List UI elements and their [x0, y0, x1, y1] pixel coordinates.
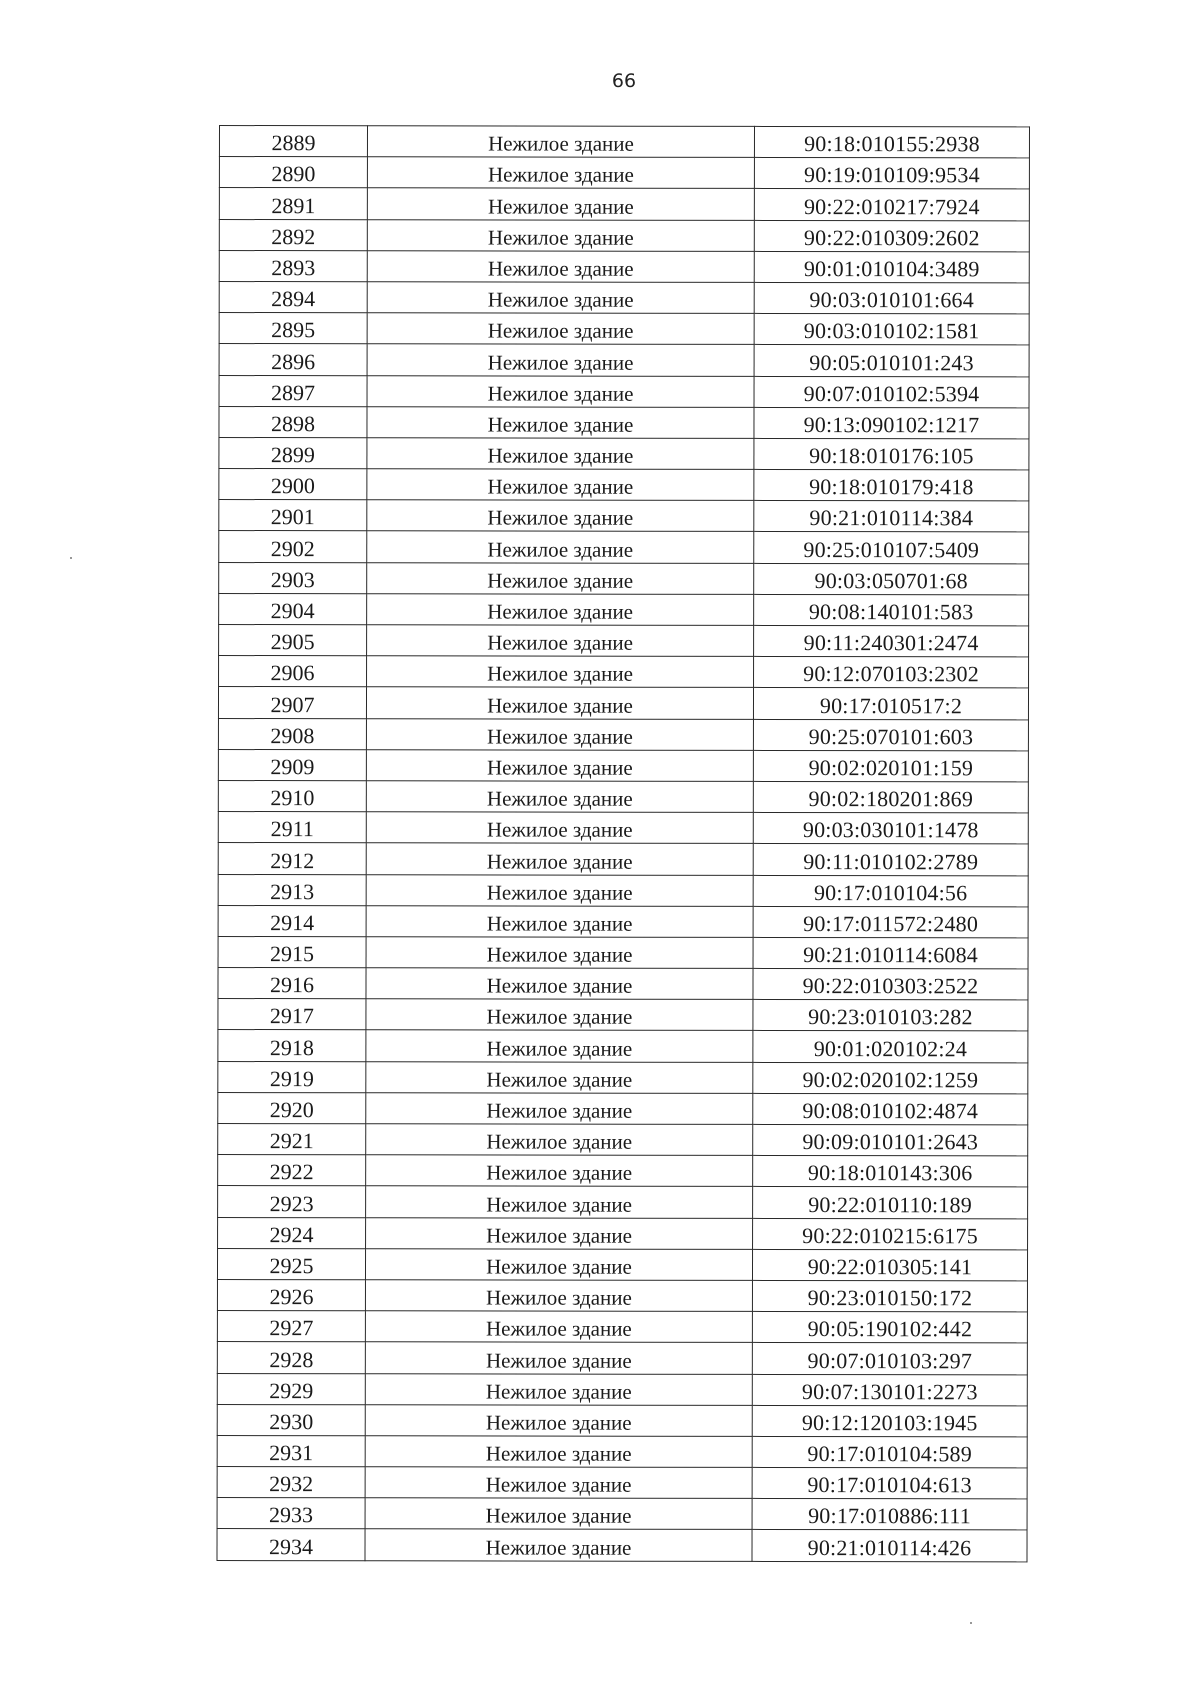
- table-row: [217, 1529, 1027, 1562]
- row-number-cell: 2897: [219, 375, 367, 406]
- row-number-cell: 2923: [218, 1186, 366, 1217]
- object-name-cell: Нежилое здание: [366, 843, 753, 875]
- row-number-cell: 2894: [219, 281, 367, 312]
- table-row: [219, 406, 1029, 439]
- cadastral-number-cell: 90:12:120103:1945: [752, 1405, 1027, 1437]
- row-number-cell: 2930: [217, 1404, 365, 1435]
- row-number-cell: 2902: [219, 531, 367, 562]
- cadastral-number-cell: 90:01:020102:24: [753, 1031, 1028, 1063]
- object-name-cell: Нежилое здание: [366, 1061, 753, 1093]
- table-row: [218, 1061, 1028, 1094]
- table-row: [219, 188, 1029, 221]
- cadastral-number-cell: 90:22:010215:6175: [753, 1218, 1028, 1250]
- row-number-cell: 2909: [218, 749, 366, 780]
- row-number-cell: 2908: [218, 718, 366, 749]
- table-row: [219, 593, 1029, 626]
- object-name-cell: Нежилое здание: [366, 718, 753, 750]
- table-row: [219, 313, 1029, 346]
- table-row: [217, 1311, 1027, 1344]
- object-name-cell: Нежилое здание: [366, 1093, 753, 1125]
- row-number-cell: 2914: [218, 905, 366, 936]
- object-name-cell: Нежилое здание: [366, 781, 753, 813]
- object-name-cell: Нежилое здание: [365, 1498, 752, 1530]
- cadastral-number-cell: 90:21:010114:384: [754, 501, 1029, 533]
- object-name-cell: Нежилое здание: [367, 251, 754, 283]
- row-number-cell: 2896: [219, 344, 367, 375]
- row-number-cell: 2929: [217, 1373, 365, 1404]
- object-name-cell: Нежилое здание: [367, 157, 754, 189]
- table-row: [217, 1342, 1027, 1375]
- cadastral-number-cell: 90:11:010102:2789: [753, 844, 1028, 876]
- cadastral-number-cell: 90:21:010114:426: [752, 1530, 1027, 1562]
- cadastral-number-cell: 90:18:010155:2938: [754, 126, 1029, 158]
- object-name-cell: Нежилое здание: [367, 562, 754, 594]
- object-name-cell: Нежилое здание: [365, 1249, 752, 1281]
- object-name-cell: Нежилое здание: [366, 905, 753, 937]
- row-number-cell: 2916: [218, 968, 366, 999]
- object-name-cell: Нежилое здание: [367, 438, 754, 470]
- table-row: [219, 344, 1029, 377]
- row-number-cell: 2918: [218, 1030, 366, 1061]
- cadastral-number-cell: 90:21:010114:6084: [753, 937, 1028, 969]
- table-row: [218, 718, 1028, 751]
- table-row: [217, 1498, 1027, 1531]
- table-row: [219, 500, 1029, 533]
- cadastral-number-cell: 90:03:010102:1581: [754, 314, 1029, 346]
- table-row: [219, 625, 1029, 658]
- table-row: [219, 437, 1029, 470]
- object-name-cell: Нежилое здание: [367, 282, 754, 314]
- page-number: 66: [611, 70, 637, 92]
- row-number-cell: 2904: [219, 593, 367, 624]
- cadastral-number-cell: 90:25:010107:5409: [754, 532, 1029, 564]
- table-row: [217, 1373, 1027, 1406]
- registry-table: [216, 125, 1030, 1562]
- row-number-cell: 2920: [218, 1092, 366, 1123]
- table-row: [218, 936, 1028, 969]
- object-name-cell: Нежилое здание: [367, 219, 754, 251]
- table-row: [218, 1155, 1028, 1188]
- object-name-cell: Нежилое здание: [365, 1280, 752, 1312]
- scan-speck: [970, 1622, 972, 1624]
- object-name-cell: Нежилое здание: [367, 625, 754, 657]
- row-number-cell: 2895: [219, 313, 367, 344]
- row-number-cell: 2891: [219, 188, 367, 219]
- cadastral-number-cell: 90:18:010176:105: [754, 438, 1029, 470]
- object-name-cell: Нежилое здание: [366, 687, 753, 719]
- object-name-cell: Нежилое здание: [367, 188, 754, 220]
- table-row: [219, 531, 1029, 564]
- cadastral-number-cell: 90:08:140101:583: [754, 594, 1029, 626]
- cadastral-number-cell: 90:03:050701:68: [754, 563, 1029, 595]
- object-name-cell: Нежилое здание: [365, 1436, 752, 1468]
- cadastral-number-cell: 90:22:010309:2602: [754, 220, 1029, 252]
- cadastral-number-cell: 90:25:070101:603: [753, 719, 1028, 751]
- cadastral-number-cell: 90:22:010217:7924: [754, 189, 1029, 221]
- cadastral-number-cell: 90:18:010179:418: [754, 469, 1029, 501]
- table-row: [217, 1248, 1027, 1281]
- object-name-cell: Нежилое здание: [366, 1217, 753, 1249]
- cadastral-number-cell: 90:08:010102:4874: [753, 1093, 1028, 1125]
- row-number-cell: 2912: [218, 843, 366, 874]
- object-name-cell: Нежилое здание: [367, 500, 754, 532]
- table-row: [217, 1435, 1027, 1468]
- cadastral-number-cell: 90:22:010303:2522: [753, 968, 1028, 1000]
- cadastral-number-cell: 90:12:070103:2302: [754, 657, 1029, 689]
- cadastral-number-cell: 90:05:190102:442: [752, 1312, 1027, 1344]
- cadastral-number-cell: 90:01:010104:3489: [754, 251, 1029, 283]
- registry-table-body: [217, 126, 1030, 1562]
- table-row: [217, 1467, 1027, 1500]
- row-number-cell: 2892: [219, 219, 367, 250]
- row-number-cell: 2921: [218, 1123, 366, 1154]
- table-row: [219, 219, 1029, 252]
- object-name-cell: Нежилое здание: [366, 1030, 753, 1062]
- table-row: [218, 749, 1028, 782]
- object-name-cell: Нежилое здание: [366, 812, 753, 844]
- cadastral-number-cell: 90:22:010305:141: [752, 1249, 1027, 1281]
- table-row: [218, 687, 1028, 720]
- object-name-cell: Нежилое здание: [365, 1467, 752, 1499]
- registry-table-container: [216, 125, 1029, 1562]
- cadastral-number-cell: 90:07:010103:297: [752, 1343, 1027, 1375]
- object-name-cell: Нежилое здание: [367, 469, 754, 501]
- row-number-cell: 2901: [219, 500, 367, 531]
- row-number-cell: 2890: [219, 157, 367, 188]
- object-name-cell: Нежилое здание: [366, 1124, 753, 1156]
- row-number-cell: 2931: [217, 1435, 365, 1466]
- row-number-cell: 2889: [219, 126, 367, 157]
- object-name-cell: Нежилое здание: [365, 1529, 752, 1561]
- object-name-cell: Нежилое здание: [366, 1155, 753, 1187]
- object-name-cell: Нежилое здание: [365, 1342, 752, 1374]
- row-number-cell: 2905: [219, 625, 367, 656]
- object-name-cell: Нежилое здание: [367, 126, 754, 158]
- row-number-cell: 2911: [218, 812, 366, 843]
- cadastral-number-cell: 90:09:010101:2643: [753, 1124, 1028, 1156]
- row-number-cell: 2898: [219, 406, 367, 437]
- table-row: [219, 656, 1029, 689]
- object-name-cell: Нежилое здание: [367, 375, 754, 407]
- object-name-cell: Нежилое здание: [367, 594, 754, 626]
- object-name-cell: Нежилое здание: [367, 531, 754, 563]
- table-row: [217, 1279, 1027, 1312]
- cadastral-number-cell: 90:17:010104:589: [752, 1436, 1027, 1468]
- object-name-cell: Нежилое здание: [367, 656, 754, 688]
- object-name-cell: Нежилое здание: [366, 874, 753, 906]
- table-row: [218, 1186, 1028, 1219]
- table-row: [219, 157, 1029, 190]
- cadastral-number-cell: 90:17:010104:56: [753, 875, 1028, 907]
- cadastral-number-cell: 90:02:020101:159: [753, 750, 1028, 782]
- object-name-cell: Нежилое здание: [367, 313, 754, 345]
- row-number-cell: 2910: [218, 780, 366, 811]
- table-row: [217, 1404, 1027, 1437]
- table-row: [218, 843, 1028, 876]
- cadastral-number-cell: 90:17:010104:613: [752, 1467, 1027, 1499]
- row-number-cell: 2907: [218, 687, 366, 718]
- cadastral-number-cell: 90:07:130101:2273: [752, 1374, 1027, 1406]
- scan-speck: [70, 557, 72, 559]
- row-number-cell: 2903: [219, 562, 367, 593]
- cadastral-number-cell: 90:17:010517:2: [753, 688, 1028, 720]
- cadastral-number-cell: 90:03:010101:664: [754, 282, 1029, 314]
- cadastral-number-cell: 90:22:010110:189: [753, 1187, 1028, 1219]
- cadastral-number-cell: 90:07:010102:5394: [754, 376, 1029, 408]
- cadastral-number-cell: 90:02:180201:869: [753, 781, 1028, 813]
- object-name-cell: Нежилое здание: [366, 937, 753, 969]
- row-number-cell: 2919: [218, 1061, 366, 1092]
- row-number-cell: 2926: [217, 1279, 365, 1310]
- object-name-cell: Нежилое здание: [367, 406, 754, 438]
- table-row: [219, 126, 1029, 159]
- row-number-cell: 2913: [218, 874, 366, 905]
- cadastral-number-cell: 90:23:010103:282: [753, 1000, 1028, 1032]
- table-row: [219, 469, 1029, 502]
- cadastral-number-cell: 90:02:020102:1259: [753, 1062, 1028, 1094]
- row-number-cell: 2917: [218, 999, 366, 1030]
- object-name-cell: Нежилое здание: [365, 1404, 752, 1436]
- row-number-cell: 2925: [217, 1248, 365, 1279]
- cadastral-number-cell: 90:03:030101:1478: [753, 813, 1028, 845]
- row-number-cell: 2933: [217, 1498, 365, 1529]
- cadastral-number-cell: 90:13:090102:1217: [754, 407, 1029, 439]
- row-number-cell: 2927: [217, 1311, 365, 1342]
- table-row: [218, 812, 1028, 845]
- table-row: [218, 1030, 1028, 1063]
- row-number-cell: 2924: [218, 1217, 366, 1248]
- table-row: [218, 780, 1028, 813]
- table-row: [218, 874, 1028, 907]
- table-row: [218, 1123, 1028, 1156]
- cadastral-number-cell: 90:17:010886:111: [752, 1499, 1027, 1531]
- object-name-cell: Нежилое здание: [367, 344, 754, 376]
- object-name-cell: Нежилое здание: [365, 1311, 752, 1343]
- row-number-cell: 2922: [218, 1155, 366, 1186]
- row-number-cell: 2932: [217, 1467, 365, 1498]
- row-number-cell: 2899: [219, 437, 367, 468]
- row-number-cell: 2928: [217, 1342, 365, 1373]
- row-number-cell: 2934: [217, 1529, 365, 1560]
- table-row: [219, 281, 1029, 314]
- cadastral-number-cell: 90:11:240301:2474: [754, 625, 1029, 657]
- table-row: [218, 905, 1028, 938]
- object-name-cell: Нежилое здание: [366, 999, 753, 1031]
- cadastral-number-cell: 90:23:010150:172: [752, 1280, 1027, 1312]
- table-row: [218, 999, 1028, 1032]
- table-row: [218, 1217, 1028, 1250]
- object-name-cell: Нежилое здание: [366, 1186, 753, 1218]
- cadastral-number-cell: 90:19:010109:9534: [754, 158, 1029, 190]
- row-number-cell: 2906: [219, 656, 367, 687]
- table-row: [219, 562, 1029, 595]
- row-number-cell: 2893: [219, 250, 367, 281]
- table-row: [218, 968, 1028, 1001]
- table-row: [218, 1092, 1028, 1125]
- table-row: [219, 250, 1029, 283]
- object-name-cell: Нежилое здание: [365, 1373, 752, 1405]
- object-name-cell: Нежилое здание: [366, 750, 753, 782]
- object-name-cell: Нежилое здание: [366, 968, 753, 1000]
- row-number-cell: 2900: [219, 469, 367, 500]
- cadastral-number-cell: 90:17:011572:2480: [753, 906, 1028, 938]
- cadastral-number-cell: 90:05:010101:243: [754, 345, 1029, 377]
- row-number-cell: 2915: [218, 936, 366, 967]
- cadastral-number-cell: 90:18:010143:306: [753, 1156, 1028, 1188]
- table-row: [219, 375, 1029, 408]
